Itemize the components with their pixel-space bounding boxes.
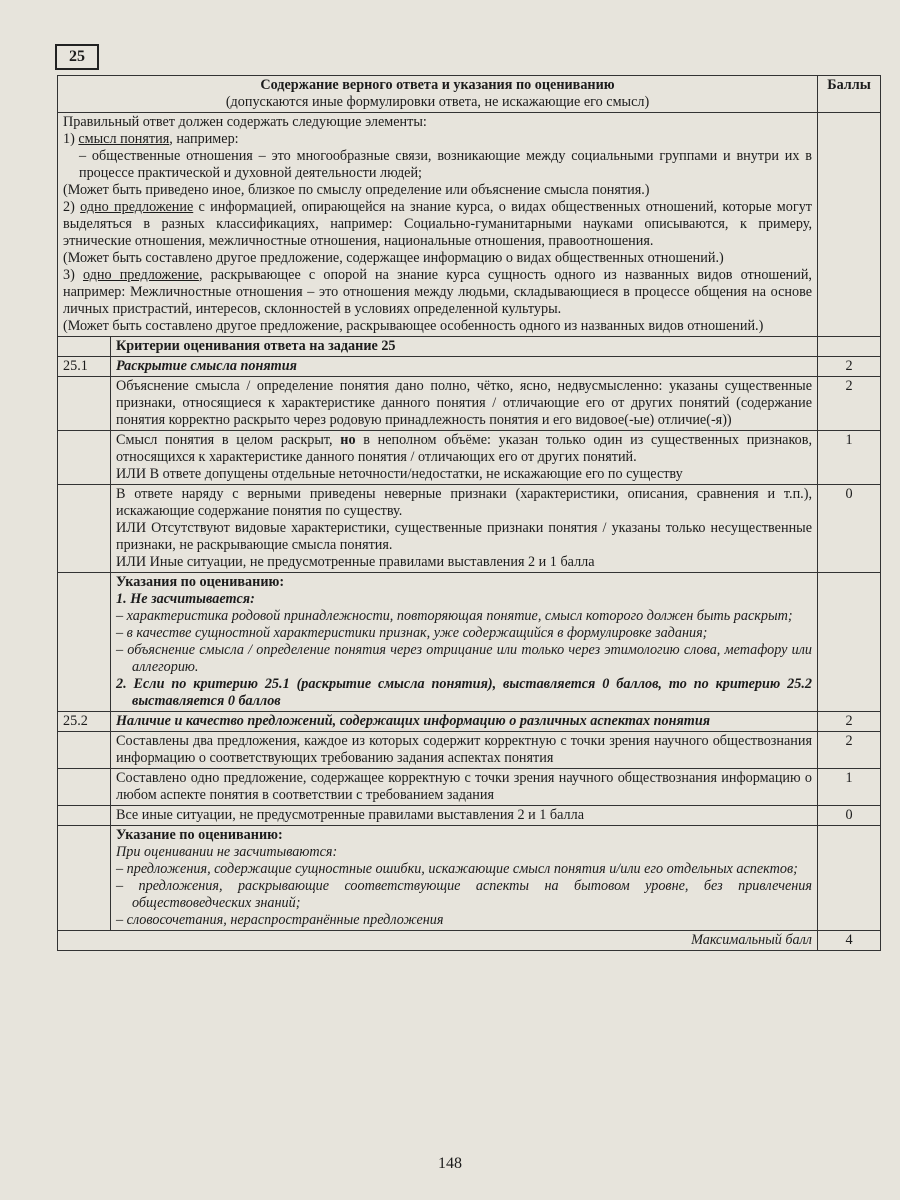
- criterion-25-1-score-0: [58, 485, 881, 573]
- header-subtitle: (допускаются иные формулировки ответа, не искажающие его смысл): [225, 94, 650, 110]
- score-value: 2: [818, 732, 881, 769]
- grading-notes: Указание по оцениванию: При оценивании не засчитываются: – предложения, содержащие сущностные ошибки, искажающие смысл понятия и/или его отдельных аспектов; – предложения, раскрывающие соответствующие аспекты на бытовом уровне, без привлечения обществоведческих знаний; – словосочетания, нераспространённые предложения: [111, 826, 818, 931]
- criteria-title-row: [58, 337, 881, 357]
- criterion-max: 2: [818, 712, 881, 732]
- answer-element-1: 1) смысл понятия, например:: [63, 131, 239, 147]
- page-number: 148: [438, 1155, 462, 1172]
- criterion-25-1-notes: [58, 573, 881, 712]
- grading-notes: Указания по оцениванию: 1. Не засчитывается: – характеристика родовой принадлежности, повторяющая понятие, смысл которого должен быть раскрыт; – в качестве сущностной характеристики признак, уже содержащийся в формулировке задания; – объяснение смысла / определение понятия через отрицание или только через этимологию слова, метафору или аллегорию. 2. Если по критерию 25.1 (раскрытие смысла понятия), выставляется 0 баллов, то по критерию 25.2 выставляется 0 баллов: [111, 573, 818, 712]
- grading-table: [57, 75, 881, 951]
- max-score-value: 4: [818, 931, 881, 951]
- answer-row: [58, 113, 881, 337]
- score-description: В ответе наряду с верными приведены неверные признаки (характеристики, описания, сравнения и т.п.), искажающие содержание понятия по существу. ИЛИ Отсутствуют видовые характеристики, существенные признаки понятия / указаны только несущественные признаки, не раскрывающие смысла понятия. ИЛИ Иные ситуации, не предусмотренные правилами выставления 2 и 1 балла: [111, 485, 818, 573]
- criterion-max: 2: [818, 357, 881, 377]
- criterion-25-2-row: [58, 712, 881, 732]
- score-description: Все иные ситуации, не предусмотренные правилами выставления 2 и 1 балла: [111, 806, 818, 826]
- answer-element-1-note: (Может быть приведено иное, близкое по смыслу определение или объяснение смысла понятия.): [63, 182, 650, 198]
- answer-element-2-note: (Может быть составлено другое предложение, содержащее информацию о видах общественных отношений.): [63, 250, 724, 266]
- criterion-25-1-score-2: [58, 377, 881, 431]
- criterion-title: Наличие и качество предложений, содержащих информацию о различных аспектах понятия: [111, 712, 818, 732]
- criterion-number: 25.1: [58, 357, 111, 377]
- answer-element-3: 3) одно предложение, раскрывающее с опорой на знание курса сущность одного из названных видов отношений, например: Межличностные отношения – это отношения между людьми, складывающиеся в процессе общения на основе личных пристрастий, интересов, склонностей в условиях определенной культуры.: [63, 267, 812, 317]
- max-score-label: Максимальный балл: [58, 931, 818, 951]
- max-score-row: [58, 931, 881, 951]
- criterion-title: Раскрытие смысла понятия: [111, 357, 818, 377]
- answer-element-1-example: – общественные отношения – это многообразные связи, возникающие между социальными группами и внутри их в процессе практической и духовной деятельности людей;: [79, 148, 812, 181]
- score-description: Смысл понятия в целом раскрыт, но в неполном объёме: указан только один из существенных признаков, относящихся к характеристике данного понятия / отличающих его от других понятий. ИЛИ В ответе допущены отдельные неточности/недостатки, не искажающие его по существу: [111, 431, 818, 485]
- criterion-number: 25.2: [58, 712, 111, 732]
- score-description: Объяснение смысла / определение понятия дано полно, чётко, ясно, недвусмысленно: указаны существенные признаки, относящиеся к характеристике данного понятия / отличающие его от других понятий (содержание понятия корректно раскрыто через родовую принадлежность понятия и его видовое(-ые) отличие(-я)): [111, 377, 818, 431]
- score-value: 2: [818, 377, 881, 431]
- score-description: Составлено одно предложение, содержащее корректную с точки зрения научного обществознания информацию о любом аспекте понятия в соответствии с требованием задания: [111, 769, 818, 806]
- criterion-25-2-score-0: [58, 806, 881, 826]
- criteria-title: Критерии оценивания ответа на задание 25: [111, 337, 818, 357]
- table-header-row: [58, 76, 881, 113]
- answer-content: [58, 113, 818, 337]
- score-value: 1: [818, 769, 881, 806]
- score-value: 0: [818, 806, 881, 826]
- score-value: 0: [818, 485, 881, 573]
- score-value: 1: [818, 431, 881, 485]
- answer-element-2: 2) одно предложение с информацией, опирающейся на знание курса, о видах общественных отношений, которые могут выделяться в разных классификациях, например: Социально-гуманитарными науками описываются, к примеру, этнические отношения, межличностные отношения, национальные отношения, правоотношения.: [63, 199, 812, 249]
- criterion-25-2-notes: [58, 826, 881, 931]
- criterion-25-2-score-1: [58, 769, 881, 806]
- score-description: Составлены два предложения, каждое из которых содержит корректную с точки зрения научного обществознания информацию о соответствующих требованию задания аспектах понятия: [111, 732, 818, 769]
- answer-points-empty: [818, 113, 881, 337]
- criterion-25-1-row: [58, 357, 881, 377]
- answer-element-3-note: (Может быть составлено другое предложение, раскрывающее особенность одного из названных видов отношений.): [63, 318, 764, 334]
- criterion-25-1-score-1: [58, 431, 881, 485]
- header-points: Баллы: [818, 76, 881, 113]
- criterion-25-2-score-2: [58, 732, 881, 769]
- task-number: 25: [55, 44, 99, 70]
- answer-intro: Правильный ответ должен содержать следующие элементы:: [63, 114, 427, 130]
- header-content-cell: [58, 76, 818, 113]
- header-title: Содержание верного ответа и указания по оцениванию: [260, 77, 615, 93]
